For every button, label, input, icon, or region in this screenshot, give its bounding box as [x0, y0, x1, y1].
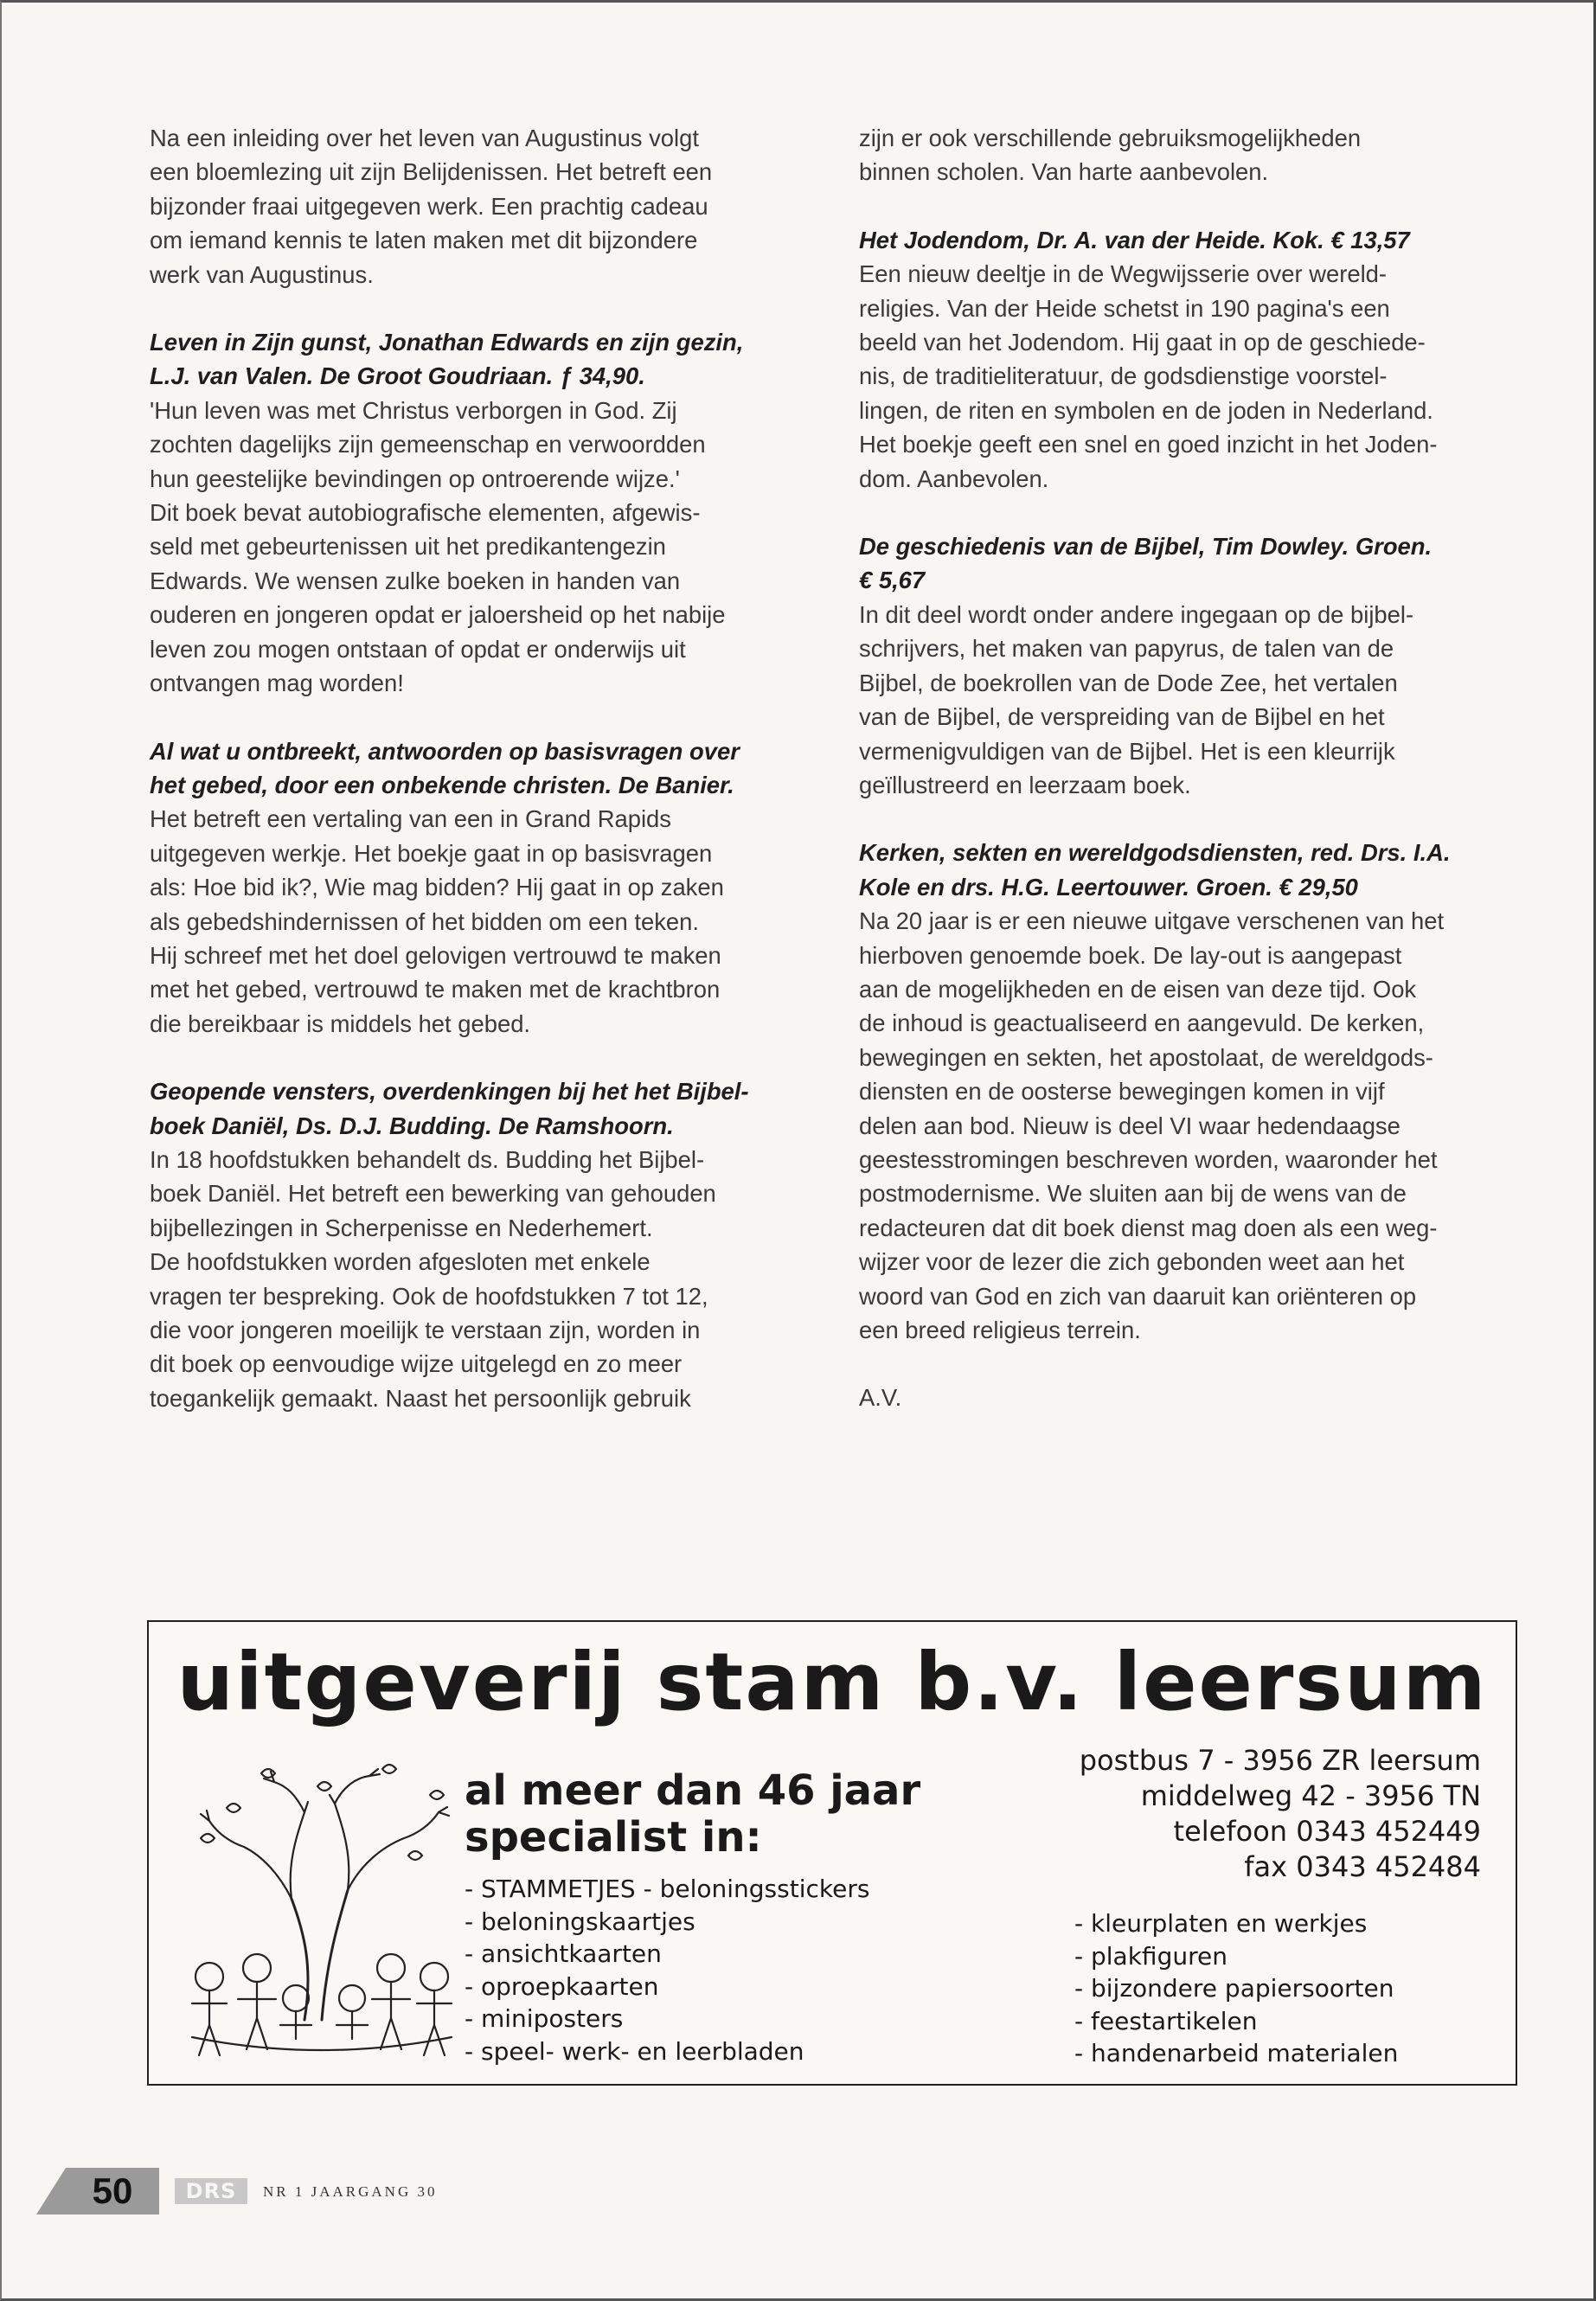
body-text-line: ontvangen mag worden!	[150, 670, 404, 697]
body-text-line: als: Hoe bid ik?, Wie mag bidden? Hij gaat in op zaken	[150, 874, 724, 901]
body-text-line: boek Daniël. Het betreft een bewerking van gehouden	[150, 1180, 716, 1208]
body-text-line: bijzonder fraai uitgegeven werk. Een prachtig cadeau	[150, 192, 708, 220]
body-text-line: leven zou mogen ontstaan of opdat er onderwijs uit	[150, 635, 686, 663]
list-item: - STAMMETJES - beloningsstickers	[465, 1875, 870, 1903]
review-heading-line: Kole en drs. H.G. Leertouwer. Groen. € 29,50	[859, 873, 1358, 901]
fax-number: fax 0343 452484	[1244, 1850, 1481, 1883]
right-column	[859, 121, 1516, 1449]
specialist-line: al meer dan 46 jaar	[465, 1766, 921, 1815]
body-text-line: zochten dagelijks zijn gemeenschap en verwoordden	[150, 431, 706, 458]
page-footer	[66, 2161, 550, 2221]
body-text-line: geïllustreerd en leerzaam boek.	[859, 771, 1191, 798]
body-text-line: Dit boek bevat autobiografische elementen, afgewis-	[150, 499, 701, 527]
article-paragraph	[150, 734, 807, 1042]
body-text-line: hun geestelijke bevindingen op ontroerende wijze.'	[150, 465, 680, 492]
list-item: - kleurplaten en werkjes	[1074, 1909, 1368, 1938]
body-text-line: toegankelijk gemaakt. Naast het persoonlijk gebruik	[150, 1384, 691, 1412]
body-text-line: Een nieuw deeltje in de Wegwijsserie over wereld-	[859, 260, 1388, 288]
body-text-line: bewegingen en sekten, het apostolaat, de wereldgods-	[859, 1043, 1433, 1071]
list-item: - miniposters	[465, 2004, 624, 2033]
body-text-line: schrijvers, het maken van papyrus, de talen van de	[859, 635, 1394, 663]
body-text-line: delen aan bod. Nieuw is deel VI waar hedendaagse	[859, 1112, 1401, 1139]
review-heading-line: Al wat u ontbreekt, antwoorden op basisvragen over	[150, 737, 740, 765]
body-text-line: De hoofdstukken worden afgesloten met enkele	[150, 1248, 651, 1276]
body-text-line: vermenigvuldigen van de Bijbel. Het is een kleurrijk	[859, 737, 1395, 765]
body-text-line: van de Bijbel, de verspreiding van de Bijbel en het	[859, 703, 1385, 731]
list-item: - ansichtkaarten	[465, 1939, 662, 1968]
list-item: - handenarbeid materialen	[1074, 2039, 1399, 2067]
body-text-line: een breed religieus terrein.	[859, 1317, 1141, 1343]
list-item: - feestartikelen	[1074, 2006, 1258, 2035]
body-text-line: aan de mogelijkheden en de eisen van deze tijd. Ook	[859, 975, 1417, 1003]
body-text-line: die voor jongeren moeilijk te verstaan zijn, worden in	[150, 1317, 701, 1343]
body-text-line: ouderen en jongeren opdat er jaloersheid op het nabije	[150, 601, 726, 629]
body-text-line: beeld van het Jodendom. Hij gaat in op de geschiede-	[859, 329, 1426, 356]
review-heading-line: L.J. van Valen. De Groot Goudriaan. ƒ 34,90.	[150, 362, 645, 390]
body-text-line: uitgegeven werkje. Het boekje gaat in op basisvragen	[150, 839, 713, 867]
body-text-line: Hij schreef met het doel gelovigen vertrouwd te maken	[150, 941, 721, 969]
body-text-line: dom. Aanbevolen.	[859, 465, 1049, 492]
body-text-line: Bijbel, de boekrollen van de Dode Zee, het vertalen	[859, 669, 1398, 696]
review-heading-line: € 5,67	[859, 567, 926, 594]
body-text-line: een bloemlezing uit zijn Belijdenissen. Het betreft een	[150, 158, 713, 186]
list-item: - oproepkaarten	[465, 1971, 659, 2001]
body-text-line: In dit deel wordt onder andere ingegaan op de bijbel-	[859, 600, 1414, 628]
product-list-left	[465, 1873, 869, 2067]
body-text-line: binnen scholen. Van harte aanbevolen.	[859, 158, 1269, 186]
body-text-line: hierboven genoemde boek. De lay-out is aangepast	[859, 941, 1402, 969]
review-heading-line: Kerken, sekten en wereldgodsdiensten, red. Drs. I.A.	[859, 839, 1451, 867]
body-text-line: bijbellezingen in Scherpenisse en Nederhemert.	[150, 1214, 653, 1241]
article-paragraph	[150, 325, 807, 700]
body-text-line: Edwards. We wensen zulke boeken in handen van	[150, 567, 681, 594]
list-item: - speel- werk- en leerbladen	[465, 2036, 804, 2066]
advert-specialist-heading	[465, 1767, 920, 1861]
page-number: 50	[66, 2168, 159, 2214]
review-heading-line: boek Daniël, Ds. D.J. Budding. De Ramshoorn.	[150, 1112, 674, 1139]
body-text-line: werk van Augustinus.	[150, 260, 374, 288]
review-heading-line: De geschiedenis van de Bijbel, Tim Dowley. Groen.	[859, 533, 1433, 561]
review-heading-line: het gebed, door een onbekende christen. De Banier.	[150, 771, 734, 798]
body-text-line: geestesstromingen beschreven worden, waaronder het	[859, 1145, 1438, 1173]
body-text-line: In 18 hoofdstukken behandelt ds. Budding het Bijbel-	[150, 1145, 705, 1173]
body-text-line: postmodernisme. We sluiten aan bij de wens van de	[859, 1180, 1407, 1208]
product-list-right	[1074, 1907, 1398, 2070]
body-text-line: Na 20 jaar is er een nieuwe uitgave verschenen van het	[859, 907, 1445, 935]
body-text-line: Na een inleiding over het leven van Augustinus volgt	[150, 125, 699, 151]
body-text-line: de inhoud is geactualiseerd en aangevuld. De kerken,	[859, 1009, 1425, 1037]
article-paragraph	[859, 1381, 1516, 1414]
body-text-line: 'Hun leven was met Christus verborgen in God. Zij	[150, 396, 677, 424]
body-text-line: met het gebed, vertrouwd te maken met de krachtbron	[150, 976, 721, 1003]
postal-address: postbus 7 - 3956 ZR leersum	[1079, 1744, 1481, 1777]
street-address: middelweg 42 - 3956 TN	[1140, 1779, 1481, 1812]
article-paragraph	[150, 1074, 807, 1415]
body-text-line: diensten en de oosterse bewegingen komen in vijf	[859, 1078, 1385, 1106]
article-paragraph	[150, 121, 807, 292]
body-text-line: vragen ter bespreking. Ook de hoofdstukken 7 tot 12,	[150, 1282, 708, 1310]
article-paragraph	[859, 529, 1516, 802]
body-text-line: zijn er ook verschillende gebruiksmogelijkheden	[859, 125, 1362, 151]
body-text-line: seld met gebeurtenissen uit het predikantengezin	[150, 533, 666, 561]
body-text-line: nis, de traditieliteratuur, de godsdienstige voorstel-	[859, 362, 1388, 390]
phone-number: telefoon 0343 452449	[1173, 1815, 1481, 1848]
body-text-line: A.V.	[859, 1384, 902, 1412]
list-item: - beloningskaartjes	[465, 1907, 695, 1936]
left-column	[150, 121, 807, 1449]
advertisement-box	[147, 1620, 1517, 2086]
contact-info	[1080, 1743, 1481, 1885]
article-paragraph	[859, 836, 1516, 1347]
specialist-line: specialist in:	[465, 1813, 762, 1862]
body-text-line: om iemand kennis te laten maken met dit bijzondere	[150, 227, 698, 254]
body-text-line: als gebedshindernissen of het bidden om een teken.	[150, 907, 700, 935]
article-paragraph	[859, 121, 1516, 189]
article-paragraph	[859, 223, 1516, 496]
body-text-line: lingen, de riten en symbolen en de joden in Nederland.	[859, 396, 1433, 424]
body-text-line: dit boek op eenvoudige wijze uitgelegd en zo meer	[150, 1350, 683, 1378]
list-item: - plakfiguren	[1074, 1941, 1227, 1971]
review-heading-line: Het Jodendom, Dr. A. van der Heide. Kok. € 13,57	[859, 226, 1410, 253]
review-heading-line: Leven in Zijn gunst, Jonathan Edwards en zijn gezin,	[150, 329, 744, 356]
issue-info: NR 1 JAARGANG 30	[263, 2183, 438, 2200]
body-text-line: Het boekje geeft een snel en goed inzicht in het Joden-	[859, 431, 1438, 458]
body-text-line: die bereikbaar is middels het gebed.	[150, 1009, 531, 1037]
body-text-line: religies. Van der Heide schetst in 190 pagina's een	[859, 294, 1390, 322]
review-heading-line: Geopende vensters, overdenkingen bij het het Bijbel-	[150, 1078, 749, 1106]
advert-title: uitgeverij stam b.v. leersum	[176, 1636, 1488, 1728]
body-text-line: redacteuren dat dit boek dienst mag doen als een weg-	[859, 1214, 1438, 1241]
list-item: - bijzondere papiersoorten	[1074, 1974, 1394, 2003]
body-text-line: woord van God en zich van daaruit kan oriënteren op	[859, 1282, 1417, 1310]
magazine-logo: DRS	[175, 2178, 247, 2204]
body-text-line: Het betreft een vertaling van een in Grand Rapids	[150, 805, 671, 833]
body-text-line: wijzer voor de lezer die zich gebonden weet aan het	[859, 1248, 1405, 1276]
